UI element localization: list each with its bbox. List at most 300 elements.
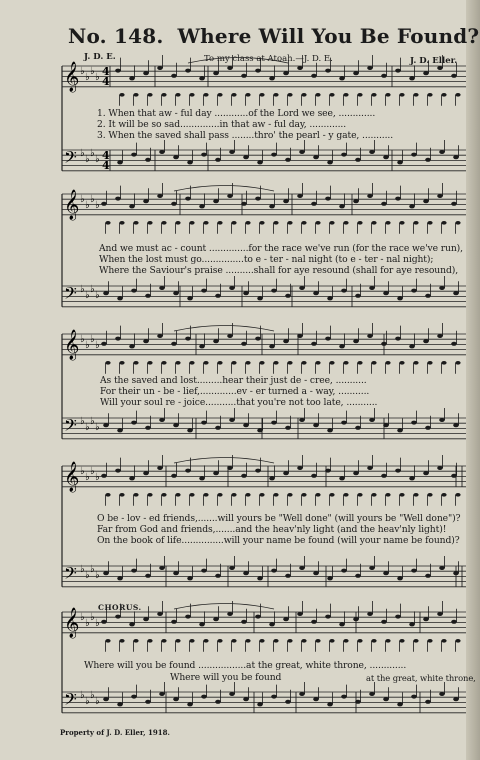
note-head (115, 469, 121, 473)
note-head (145, 294, 151, 298)
note-head (339, 344, 345, 348)
note-head (369, 692, 375, 696)
note-head (231, 361, 236, 365)
note-head (383, 571, 389, 575)
note-head (353, 617, 359, 621)
note-head (129, 76, 135, 80)
hymn-number: No. 148. (68, 24, 164, 48)
note-head (245, 493, 250, 497)
time-signature-digit: 4 (102, 75, 110, 88)
note-head (157, 66, 163, 70)
note-head (339, 476, 345, 480)
note-head (187, 576, 193, 580)
hymn-title: Where Will You Be Found? (177, 24, 480, 48)
note-head (271, 289, 277, 293)
note-head (357, 493, 362, 497)
note-head (385, 493, 390, 497)
note-head (329, 221, 334, 225)
flat-sign: ♭ (95, 154, 100, 165)
note-head (243, 423, 249, 427)
note-head (283, 617, 289, 621)
note-head (327, 576, 333, 580)
note-head (145, 158, 151, 162)
note-head (145, 426, 151, 430)
note-head (423, 71, 429, 75)
note-head (423, 339, 429, 343)
flat-sign: ♭ (80, 284, 85, 295)
note-head (117, 576, 123, 580)
flat-sign: ♭ (85, 340, 90, 351)
note-head (257, 160, 263, 164)
note-head (369, 286, 375, 290)
note-head (185, 197, 191, 201)
note-head (203, 93, 208, 97)
note-head (185, 469, 191, 473)
note-head (437, 466, 443, 470)
note-head (129, 204, 135, 208)
note-head (243, 571, 249, 575)
note-head (353, 339, 359, 343)
note-head (427, 221, 432, 225)
note-head (131, 695, 137, 699)
note-head (273, 221, 278, 225)
verse-line: As the saved and lost.........hear their just de - cree, ........... (100, 375, 367, 386)
note-head (451, 342, 457, 346)
note-head (341, 569, 347, 573)
note-head (227, 66, 233, 70)
note-head (241, 342, 247, 346)
note-head (105, 493, 110, 497)
note-head (367, 466, 373, 470)
note-head (409, 476, 415, 480)
note-head (171, 474, 177, 478)
flat-sign: ♭ (90, 194, 95, 205)
note-head (371, 493, 376, 497)
note-head (171, 620, 177, 624)
verse-line: Where the Saviour's praise ..........shall for aye resound (shall for aye resound), (99, 265, 459, 276)
note-head (441, 639, 446, 643)
note-head (171, 74, 177, 78)
note-head (145, 574, 151, 578)
note-head (299, 566, 305, 570)
verse-line: 1. When that aw - ful day ............of the Lord we see, ............. (97, 108, 376, 119)
note-head (409, 344, 415, 348)
note-head (133, 639, 138, 643)
note-head (299, 418, 305, 422)
note-head (189, 639, 194, 643)
chorus-label: CHORUS. (98, 603, 142, 612)
note-head (117, 160, 123, 164)
note-head (285, 158, 291, 162)
flat-sign: ♭ (80, 466, 85, 477)
note-head (297, 194, 303, 198)
note-head (301, 221, 306, 225)
verse-line: Far from God and friends,.......and the heav'nly light (and the heav'nly light)! (97, 524, 447, 535)
note-head (229, 150, 235, 154)
note-head (327, 702, 333, 706)
note-head (119, 93, 124, 97)
note-head (189, 93, 194, 97)
note-head (327, 160, 333, 164)
note-head (213, 339, 219, 343)
note-head (199, 76, 205, 80)
note-head (287, 639, 292, 643)
note-head (313, 697, 319, 701)
note-head (367, 334, 373, 338)
note-head (329, 93, 334, 97)
verse-line: On the book of life...............will your name be found (will your name be found)? (97, 535, 460, 546)
note-head (399, 493, 404, 497)
note-head (213, 199, 219, 203)
note-head (325, 69, 331, 73)
treble-clef: 𝄞 (64, 462, 80, 492)
note-head (161, 93, 166, 97)
note-head (369, 566, 375, 570)
note-head (413, 93, 418, 97)
note-head (397, 702, 403, 706)
flat-sign: ♭ (80, 148, 85, 159)
flat-sign: ♭ (90, 148, 95, 159)
note-head (395, 69, 401, 73)
note-head (409, 204, 415, 208)
note-head (131, 153, 137, 157)
note-head (313, 571, 319, 575)
flat-sign: ♭ (80, 612, 85, 623)
note-head (371, 221, 376, 225)
note-head (353, 199, 359, 203)
note-head (299, 286, 305, 290)
note-head (259, 361, 264, 365)
note-head (255, 69, 261, 73)
note-head (161, 493, 166, 497)
note-head (425, 700, 431, 704)
note-head (175, 493, 180, 497)
note-head (255, 469, 261, 473)
flat-sign: ♭ (80, 564, 85, 575)
note-head (413, 493, 418, 497)
note-head (451, 202, 457, 206)
flat-sign: ♭ (95, 340, 100, 351)
note-head (343, 93, 348, 97)
note-head (343, 361, 348, 365)
note-head (353, 471, 359, 475)
note-head (201, 569, 207, 573)
bass-clef: 𝄢 (64, 415, 77, 439)
note-head (143, 471, 149, 475)
note-head (301, 493, 306, 497)
flat-sign: ♭ (95, 422, 100, 433)
note-head (129, 344, 135, 348)
note-head (101, 342, 107, 346)
dedication: To my class at Atoah.—J. D. E. (204, 54, 333, 64)
note-head (383, 155, 389, 159)
note-head (101, 202, 107, 206)
note-head (203, 221, 208, 225)
note-head (455, 361, 460, 365)
note-head (439, 150, 445, 154)
note-head (425, 294, 431, 298)
note-head (427, 639, 432, 643)
note-head (383, 291, 389, 295)
note-head (131, 569, 137, 573)
note-head (257, 576, 263, 580)
note-head (423, 199, 429, 203)
note-head (311, 474, 317, 478)
note-head (159, 418, 165, 422)
bass-clef: 𝄢 (64, 283, 77, 307)
note-head (451, 74, 457, 78)
note-head (241, 74, 247, 78)
note-head (271, 695, 277, 699)
note-head (269, 476, 275, 480)
note-head (273, 639, 278, 643)
note-head (371, 93, 376, 97)
note-head (385, 639, 390, 643)
note-head (143, 199, 149, 203)
note-head (129, 476, 135, 480)
note-head (273, 493, 278, 497)
note-head (339, 76, 345, 80)
note-head (269, 344, 275, 348)
note-head (231, 93, 236, 97)
note-head (217, 93, 222, 97)
note-head (411, 569, 417, 573)
note-head (243, 155, 249, 159)
note-head (455, 493, 460, 497)
note-head (299, 692, 305, 696)
note-head (101, 620, 107, 624)
flat-sign: ♭ (90, 690, 95, 701)
note-head (385, 361, 390, 365)
note-head (213, 471, 219, 475)
note-head (143, 71, 149, 75)
note-head (133, 493, 138, 497)
flat-sign: ♭ (95, 618, 100, 629)
note-head (301, 639, 306, 643)
note-head (105, 221, 110, 225)
note-head (215, 574, 221, 578)
note-head (397, 160, 403, 164)
note-head (343, 221, 348, 225)
note-head (115, 197, 121, 201)
note-head (245, 361, 250, 365)
note-head (131, 421, 137, 425)
note-head (241, 474, 247, 478)
note-head (313, 423, 319, 427)
note-head (199, 476, 205, 480)
flat-sign: ♭ (80, 194, 85, 205)
note-head (341, 153, 347, 157)
note-head (453, 423, 459, 427)
note-head (257, 428, 263, 432)
note-head (437, 334, 443, 338)
note-head (455, 93, 460, 97)
note-head (311, 620, 317, 624)
note-head (129, 622, 135, 626)
note-head (201, 289, 207, 293)
note-head (395, 469, 401, 473)
note-head (383, 697, 389, 701)
note-head (213, 617, 219, 621)
note-head (201, 421, 207, 425)
note-head (173, 155, 179, 159)
note-head (133, 93, 138, 97)
flat-sign: ♭ (80, 334, 85, 345)
note-head (171, 202, 177, 206)
note-head (325, 197, 331, 201)
note-head (455, 221, 460, 225)
note-head (159, 692, 165, 696)
note-head (145, 700, 151, 704)
note-head (355, 158, 361, 162)
note-head (315, 221, 320, 225)
note-head (437, 66, 443, 70)
note-head (203, 361, 208, 365)
note-head (231, 639, 236, 643)
note-head (357, 93, 362, 97)
flat-sign: ♭ (85, 200, 90, 211)
note-head (175, 639, 180, 643)
note-head (285, 574, 291, 578)
flat-sign: ♭ (90, 564, 95, 575)
note-head (441, 93, 446, 97)
note-head (173, 571, 179, 575)
time-signature-digit: 4 (102, 65, 110, 78)
flat-sign: ♭ (85, 618, 90, 629)
note-head (143, 617, 149, 621)
flat-sign: ♭ (80, 66, 85, 77)
verse-line: Will your soul re - joice...........that you're not too late, ........... (100, 397, 378, 408)
note-head (341, 289, 347, 293)
note-head (229, 566, 235, 570)
note-head (157, 466, 163, 470)
note-head (133, 221, 138, 225)
note-head (259, 93, 264, 97)
note-head (105, 639, 110, 643)
note-head (441, 221, 446, 225)
note-head (357, 221, 362, 225)
note-head (259, 493, 264, 497)
flat-sign: ♭ (85, 422, 90, 433)
note-head (255, 615, 261, 619)
slur (188, 58, 288, 64)
flat-sign: ♭ (90, 334, 95, 345)
note-head (217, 361, 222, 365)
note-head (213, 71, 219, 75)
note-head (161, 221, 166, 225)
note-head (355, 574, 361, 578)
flat-sign: ♭ (85, 472, 90, 483)
note-head (159, 286, 165, 290)
note-head (119, 493, 124, 497)
note-head (369, 150, 375, 154)
note-head (385, 93, 390, 97)
note-head (297, 334, 303, 338)
note-head (201, 695, 207, 699)
note-head (313, 291, 319, 295)
note-head (439, 692, 445, 696)
note-head (423, 617, 429, 621)
note-head (117, 428, 123, 432)
note-head (175, 93, 180, 97)
note-head (411, 153, 417, 157)
note-head (119, 221, 124, 225)
note-head (355, 294, 361, 298)
note-head (259, 639, 264, 643)
bass-clef: 𝄢 (64, 689, 77, 713)
note-head (187, 160, 193, 164)
note-head (259, 221, 264, 225)
note-head (439, 286, 445, 290)
note-head (381, 620, 387, 624)
note-head (329, 639, 334, 643)
note-head (147, 639, 152, 643)
note-head (287, 493, 292, 497)
note-head (311, 202, 317, 206)
note-head (189, 493, 194, 497)
note-head (269, 204, 275, 208)
note-head (133, 361, 138, 365)
note-head (101, 474, 107, 478)
note-head (231, 493, 236, 497)
note-head (381, 342, 387, 346)
note-head (453, 697, 459, 701)
flat-sign: ♭ (80, 416, 85, 427)
note-head (117, 702, 123, 706)
note-head (311, 342, 317, 346)
treble-clef: 𝄞 (64, 62, 80, 92)
chorus-line: Where will you be found (170, 672, 282, 683)
note-head (371, 639, 376, 643)
copyright-footer: Property of J. D. Eller, 1918. (60, 728, 170, 737)
note-head (315, 639, 320, 643)
note-head (229, 418, 235, 422)
flat-sign: ♭ (95, 570, 100, 581)
flat-sign: ♭ (85, 72, 90, 83)
note-head (411, 695, 417, 699)
note-head (115, 337, 121, 341)
note-head (285, 426, 291, 430)
note-head (451, 620, 457, 624)
flat-sign: ♭ (90, 612, 95, 623)
note-head (395, 337, 401, 341)
note-head (269, 76, 275, 80)
note-head (231, 221, 236, 225)
flat-sign: ♭ (95, 72, 100, 83)
note-head (217, 639, 222, 643)
verse-line: O be - lov - ed friends,.......will yours be "Well done" (will yours be "Well done")? (97, 513, 461, 524)
note-head (215, 700, 221, 704)
note-head (287, 93, 292, 97)
words-credit: J. D. E. (84, 52, 116, 62)
treble-clef: 𝄞 (64, 330, 80, 360)
note-head (381, 74, 387, 78)
note-head (371, 361, 376, 365)
note-head (243, 291, 249, 295)
note-head (341, 695, 347, 699)
note-head (285, 294, 291, 298)
note-head (329, 361, 334, 365)
note-head (411, 421, 417, 425)
flat-sign: ♭ (90, 284, 95, 295)
note-head (369, 418, 375, 422)
note-head (451, 474, 457, 478)
note-head (143, 339, 149, 343)
note-head (425, 574, 431, 578)
bass-clef: 𝄢 (64, 147, 77, 171)
note-head (381, 202, 387, 206)
note-head (325, 469, 331, 473)
